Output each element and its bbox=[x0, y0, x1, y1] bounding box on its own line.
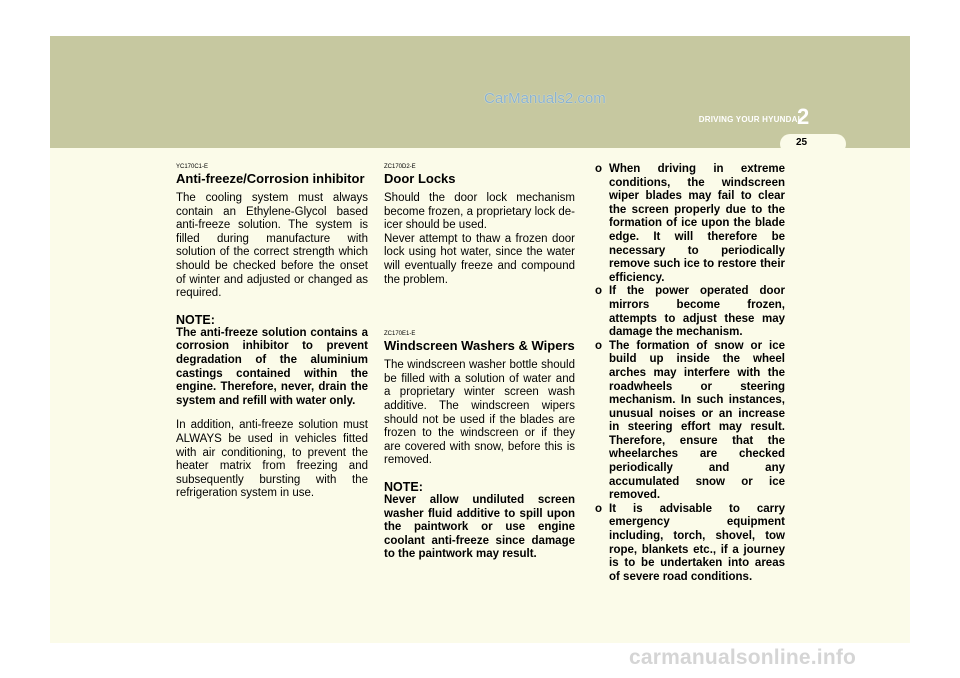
bullet-marker: o bbox=[595, 339, 603, 352]
chapter-number: 2 bbox=[797, 104, 810, 129]
footer-watermark-link[interactable]: carmanualsonline.info bbox=[629, 646, 857, 669]
header-band bbox=[50, 36, 910, 148]
paragraph: The windscreen washer bottle should be filled with a solution of water and a proprietary winter screen wash additive. The windscreen wipers should not be used if the blades are frozen to the windscreen or if they are covered with snow, before this is removed. bbox=[384, 359, 575, 467]
site-banner-link[interactable]: CarManuals2.com bbox=[484, 90, 606, 107]
column-antifreeze bbox=[176, 163, 368, 501]
list-item bbox=[593, 340, 785, 503]
paragraph: Should the door lock mechanism become frozen, a proprietary lock de-icer should be used. bbox=[384, 192, 575, 232]
list-item bbox=[593, 285, 785, 339]
bullet-marker: o bbox=[595, 163, 603, 175]
section-heading: Door Locks bbox=[384, 171, 456, 186]
note-text: Never allow undiluted screen washer fluid additive to spill upon the paintwork or use engine coolant anti-freeze since damage to the paintwork may result. bbox=[384, 493, 575, 561]
section-heading: Anti-freeze/Corrosion inhibitor bbox=[176, 171, 365, 186]
note-text: The anti-freeze solution contains a corrosion inhibitor to prevent degradation of the aluminium castings contained within the engine. Therefore, never, drain the system and refill with water only. bbox=[176, 326, 368, 407]
bullet-text: If the power operated door mirrors become frozen, attempts to adjust these may damage the mechanism. bbox=[609, 285, 785, 339]
bullet-marker: o bbox=[595, 285, 603, 298]
chapter-title: DRIVING YOUR HYUNDAI bbox=[698, 115, 800, 124]
column-doors-washers bbox=[384, 163, 575, 562]
bullet-text: When driving in extreme conditions, the windscreen wiper blades may fail to clear the screen properly due to the formation of ice upon the blade edge. It will therefore be necessary to periodically remove such ice to restore their efficiency. bbox=[609, 163, 785, 284]
list-item bbox=[593, 163, 785, 285]
list-item bbox=[593, 503, 785, 585]
paragraph: Never attempt to thaw a frozen door lock using hot water, since the water will eventually freeze and compound the problem. bbox=[384, 232, 575, 286]
note-label: NOTE: bbox=[176, 312, 215, 327]
bullet-marker: o bbox=[595, 502, 603, 515]
bullet-text: It is advisable to carry emergency equipment including, torch, shovel, tow rope, blankets etc., if a journey is to be undertaken into areas of severe road conditions. bbox=[609, 502, 785, 583]
section-code: ZC170E1-E bbox=[384, 331, 416, 338]
page-number: 25 bbox=[796, 137, 808, 148]
page-number-tab bbox=[780, 134, 846, 154]
column-winter-tips bbox=[593, 163, 785, 584]
section-code: YC170C1-E bbox=[176, 164, 209, 170]
paragraph: In addition, anti-freeze solution must ALWAYS be used in vehicles fitted with air conditioning, to prevent the heater matrix from freezing and subsequently bursting with the refrigeration system in use. bbox=[176, 419, 368, 500]
paragraph: The cooling system must always contain an Ethylene-Glycol based anti-freeze solution. The system is filled during manufacture with solution of the correct strength which should be checked before the onset of winter and adjusted or changed as required. bbox=[176, 192, 368, 300]
note-label: NOTE: bbox=[384, 479, 423, 494]
bullet-text: The formation of snow or ice build up inside the wheel arches may interfere with the roadwheels or steering mechanism. In such instances, unusual noises or an increase in steering effort may result. Therefore, ensure that the wheelarches are checked periodically and any accumulated snow or ice removed. bbox=[609, 339, 785, 502]
section-heading: Windscreen Washers & Wipers bbox=[384, 338, 575, 354]
bullet-list bbox=[593, 163, 785, 584]
section-code: ZC170D2-E bbox=[384, 164, 416, 170]
